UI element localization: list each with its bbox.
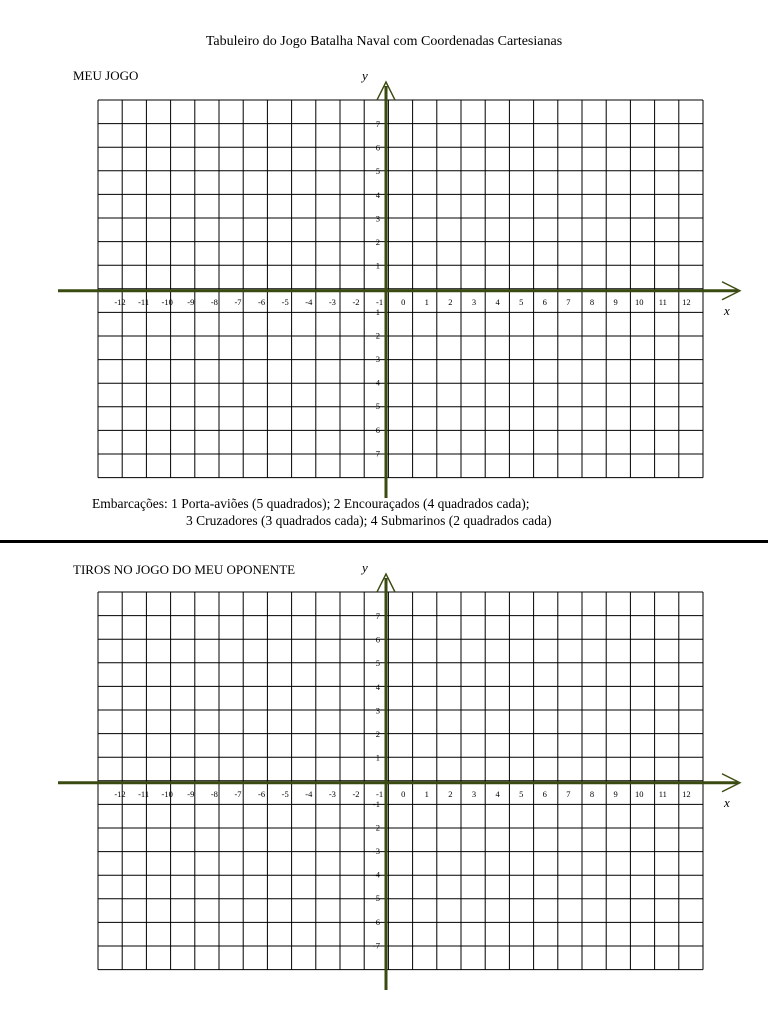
y-tick-label: -3 [372, 846, 380, 856]
x-tick-label: 9 [613, 788, 618, 799]
x-tick-label: 2 [448, 296, 453, 307]
y-axis-label: y [362, 560, 368, 575]
y-tick-label: 4 [375, 681, 380, 692]
y-tick-label: 3 [375, 354, 380, 364]
x-tick-label: 10 [634, 788, 644, 799]
y-tick-label: 1 [375, 260, 380, 271]
board-label-my-game: MEU JOGO [73, 68, 139, 83]
x-tick-label: -2 [352, 296, 360, 307]
x-tick-label: 3 [471, 788, 477, 799]
x-tick-label: 12 [682, 296, 691, 307]
y-tick-label: 1 [375, 752, 380, 763]
y-tick-label: 7 [375, 611, 380, 621]
x-tick-label: 4 [495, 788, 500, 799]
x-tick-label: 12 [682, 788, 691, 799]
x-tick-label: 0 [401, 296, 406, 307]
x-tick-label: 11 [658, 788, 667, 799]
y-tick-label: 5 [375, 893, 380, 904]
x-tick-label: -7 [234, 296, 242, 307]
x-tick-label: 5 [519, 296, 524, 307]
y-tick-label: -4 [372, 869, 380, 880]
y-tick-label: 5 [375, 658, 380, 669]
x-tick-label: 7 [566, 788, 571, 799]
y-tick-label: -1 [372, 798, 380, 809]
x-tick-label: 1 [424, 788, 429, 799]
x-tick-label: 3 [471, 296, 477, 307]
ships-legend-line-2: 3 Cruzadores (3 quadrados cada); 4 Submarinos (2 quadrados cada) [186, 513, 552, 528]
x-tick-label: -4 [305, 296, 313, 307]
ships-legend-line-1: Embarcações: 1 Porta-aviões (5 quadrados); 2 Encouraçados (4 quadrados cada); [92, 496, 530, 511]
y-tick-label: 4 [375, 377, 380, 388]
y-tick-label: 6 [375, 634, 380, 645]
x-tick-label: 1 [424, 296, 429, 307]
x-tick-label: 7 [566, 296, 571, 307]
x-tick-label: -7 [234, 788, 242, 799]
y-tick-label: 2 [375, 822, 380, 833]
x-tick-label: -8 [210, 788, 218, 799]
y-axis-label: y [362, 68, 368, 83]
y-tick-label: 3 [375, 705, 380, 716]
x-tick-label: -6 [258, 788, 266, 799]
y-tick-label: 6 [375, 142, 380, 153]
x-axis-label: x [724, 302, 730, 318]
x-tick-label: 2 [448, 788, 453, 799]
x-tick-label: -3 [328, 296, 336, 307]
x-tick-label: -1 [376, 788, 384, 799]
x-tick-label: -4 [305, 788, 313, 799]
x-tick-label: -12 [114, 788, 126, 799]
x-tick-label: -10 [161, 296, 173, 307]
x-tick-label: 0 [401, 788, 406, 799]
board-label-opponent-shots: TIROS NO JOGO DO MEU OPONENTE [73, 562, 296, 577]
x-axis-label: x [724, 794, 730, 810]
x-tick-label: -3 [328, 788, 336, 799]
grid-lines [98, 592, 703, 970]
y-tick-label: 5 [375, 166, 380, 177]
x-tick-label: 5 [519, 788, 524, 799]
x-tick-label: -9 [187, 296, 195, 307]
x-tick-label: -9 [187, 788, 195, 799]
y-tick-label: 2 [375, 729, 380, 739]
y-tick-label: 6 [375, 424, 380, 435]
y-tick-label: 6 [375, 916, 380, 927]
x-tick-label: -5 [281, 296, 289, 307]
x-tick-label: 6 [542, 788, 547, 799]
grid-lines [98, 100, 703, 478]
x-tick-label: 10 [634, 296, 644, 307]
y-tick-label: 7 [375, 119, 380, 129]
x-tick-label: -8 [210, 296, 218, 307]
x-tick-label: 6 [542, 296, 547, 307]
y-tick-label: 1 [375, 306, 380, 317]
x-tick-label: 8 [589, 788, 595, 799]
y-tick-label: 3 [375, 213, 380, 224]
x-tick-label: -2 [352, 788, 360, 799]
y-tick-label: 4 [375, 189, 380, 200]
x-tick-label: -12 [114, 296, 126, 307]
x-tick-label: -5 [281, 788, 289, 799]
y-tick-label: 2 [375, 330, 380, 341]
x-tick-label: -6 [258, 296, 266, 307]
x-tick-label: -10 [161, 788, 173, 799]
x-tick-label: 11 [658, 296, 667, 307]
x-tick-label: -11 [138, 296, 150, 307]
x-tick-label: 8 [589, 296, 595, 307]
y-tick-label: 7 [375, 448, 380, 459]
x-tick-label: -1 [376, 296, 384, 307]
x-tick-label: 9 [613, 296, 618, 307]
document-title: Tabuleiro do Jogo Batalha Naval com Coordenadas Cartesianas [205, 34, 563, 49]
y-tick-label: -7 [372, 940, 380, 951]
y-tick-label: 2 [375, 237, 380, 247]
y-tick-label: 5 [375, 401, 380, 412]
x-tick-label: -11 [138, 788, 150, 799]
section-separator [0, 540, 768, 543]
x-tick-label: 4 [495, 296, 500, 307]
